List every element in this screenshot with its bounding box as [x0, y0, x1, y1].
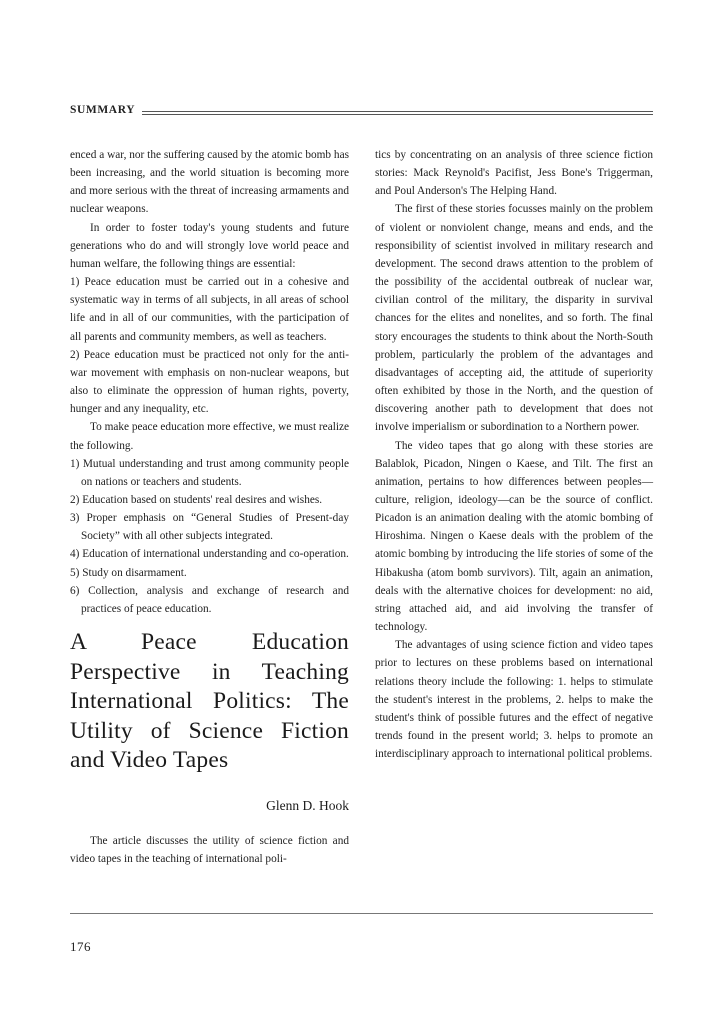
page-number: 176 — [70, 939, 91, 954]
realize-item: 3) Proper emphasis on “General Studies of Present-day Society” with all other subjects integrated. — [70, 512, 349, 543]
header-rule-top — [142, 111, 653, 112]
essential-item: 1) Peace education must be carried out in a cohesive and systematic way in terms of all subjects, in all areas of school life and in all of our communities, with the participation of all parents and community members, as well as teachers. — [70, 276, 349, 343]
realize-item: 2) Education based on students' real desires and wishes. — [70, 493, 323, 506]
header-rule-bottom — [142, 114, 653, 115]
realize-item: 4) Education of international understanding and co-operation. — [70, 548, 349, 561]
abstract-paragraph: The article discusses the utility of science fiction and video tapes in the teaching of international poli- — [70, 834, 349, 865]
body-paragraph: The video tapes that go along with these stories are Balablok, Picadon, Ningen o Kaese, and Tilt. The first an animation, pertains to how differences between peoples—culture, religion, ideology—can be the source of conflict. Picadon is an animation dealing with the atomic bombing of Hiroshima. Ningen o Kaese deals with the problem of the atomic bombing by introducing the life stories of some of the Hibakusha (atom bomb survivors). Tilt, again an animation, deals with the alternative choices for development: no aid, string attached aid, and aid involving the transfer of technology. — [375, 439, 653, 634]
section-label: SUMMARY — [70, 104, 136, 116]
left-column — [70, 146, 349, 868]
section-header — [70, 104, 653, 122]
realize-item: 1) Mutual understanding and trust among community people on nations or teachers and students. — [70, 457, 349, 488]
realize-intro: To make peace education more effective, we must realize the following. — [70, 421, 350, 452]
body-paragraph: The advantages of using science fiction and video tapes prior to lectures on these problems based on international relations theory include the following: 1. helps to stimulate the student's interest in the problems, 2. helps to make the student's think of possible futures and the effect of negative trends found in the present world; 3. helps to promote an interdisciplinary approach to international political problems. — [375, 639, 653, 761]
essential-item: 2) Peace education must be practiced not only for the anti-war movement with emphasis on non-nuclear weapons, but also to eliminate the oppression of human rights, poverty, hunger and any inequality, etc. — [70, 348, 349, 416]
summary-paragraph: enced a war, nor the suffering caused by the atomic bomb has been increasing, and the world situation is becoming more and more serious with the threat of increasing armaments and nuclear weapons. — [70, 149, 349, 216]
article-author: Glenn D. Hook — [266, 797, 349, 813]
right-column — [375, 146, 653, 763]
article-title: A Peace Education Perspective in Teaching International Politics: The Utility of Science Fiction and Video Tapes — [70, 629, 349, 774]
body-paragraph: The first of these stories focusses mainly on the problem of violent or nonviolent change, means and ends, and the responsibility of scientist involved in military research and development. The second draws attention to the problem of the possibility of the accidental outbreak of nuclear war, civilian control of the military, the disparity in survival chances for the elites and nonelites, and so forth. The final story encourages the students to think about the North-South problem, particularly the problem of the advantages and disadvantages of accepting aid, the attitude of superiority often exhibited by those in the North, and the question of discovering another path to development that does not involve imperialism or subordination to a Northern power. — [375, 203, 653, 434]
footer-rule — [70, 913, 653, 914]
summary-paragraph: In order to foster today's young students and future generations who do and will strongly love world peace and human welfare, the following things are essential: — [70, 221, 349, 270]
realize-item: 5) Study on disarmament. — [70, 566, 187, 579]
realize-item: 6) Collection, analysis and exchange of research and practices of peace education. — [70, 584, 349, 615]
body-paragraph: tics by concentrating on an analysis of three science fiction stories: Mack Reynold's Pacifist, Jess Bone's Triggerman, and Poul Anderson's The Helping Hand. — [375, 149, 653, 198]
